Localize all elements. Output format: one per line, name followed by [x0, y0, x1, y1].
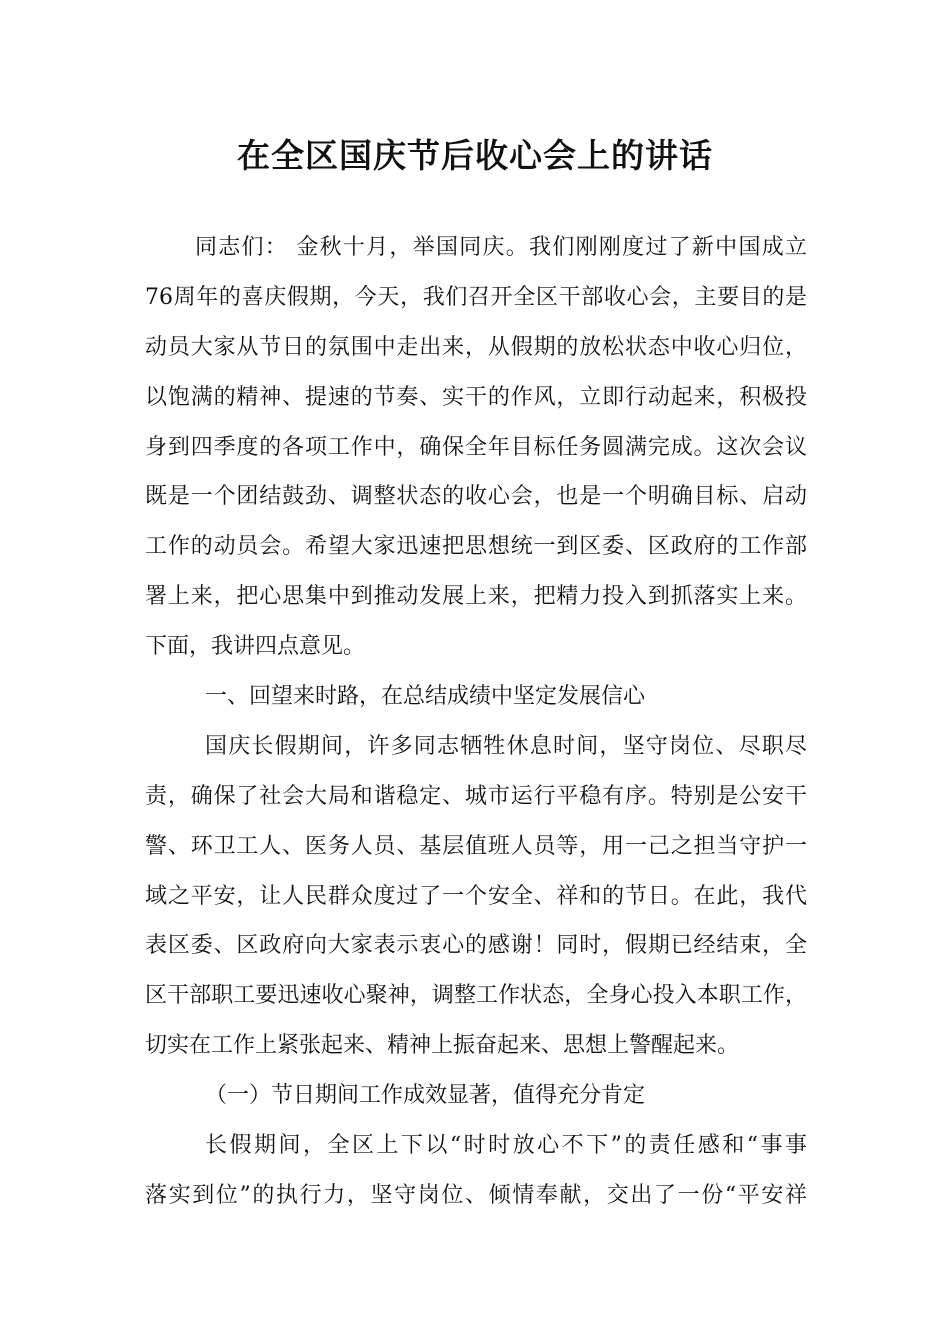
paragraph-line: 区干部职工要迅速收心聚神，调整工作状态，全身心投入本职工作，: [145, 983, 807, 1009]
document-body: [145, 223, 807, 1221]
paragraph-line: 同志们： 金秋十月，举国同庆。我们刚刚度过了新中国成立: [195, 235, 807, 260]
paragraph-line: 域之平安，让人民群众度过了一个安全、祥和的节日。在此，我代: [145, 883, 807, 909]
subsection-heading: （一）节日期间工作成效显著，值得充分肯定: [205, 1083, 646, 1109]
paragraph-line: 警、环卫工人、医务人员、基层值班人员等，用一己之担当守护一: [145, 833, 807, 859]
paragraph-line: 身到四季度的各项工作中，确保全年目标任务圆满完成。这次会议: [145, 434, 807, 460]
paragraph-line: 既是一个团结鼓劲、调整状态的收心会，也是一个明确目标、启动: [145, 484, 807, 510]
section-heading: 一、回望来时路，在总结成绩中坚定发展信心: [205, 684, 646, 710]
paragraph-line: 切实在工作上紧张起来、精神上振奋起来、思想上警醒起来。: [145, 1033, 740, 1059]
paragraph-line: 下面，我讲四点意见。: [145, 634, 366, 660]
paragraph-line: 署上来，把心思集中到推动发展上来，把精力投入到抓落实上来。: [145, 584, 807, 610]
paragraph-line: 责，确保了社会大局和谐稳定、城市运行平稳有序。特别是公安干: [145, 783, 807, 809]
paragraph-line: 表区委、区政府向大家表示衷心的感谢！同时，假期已经结束，全: [145, 933, 807, 959]
paragraph-line: 76周年的喜庆假期，今天，我们召开全区干部收心会，主要目的是: [145, 284, 807, 310]
paragraph-line: 工作的动员会。希望大家迅速把思想统一到区委、区政府的工作部: [145, 534, 807, 560]
document-title: 在全区国庆节后收心会上的讲话: [237, 136, 713, 175]
paragraph-line: 以饱满的精神、提速的节奏、实干的作风，立即行动起来，积极投: [145, 384, 807, 410]
paragraph-line: 落实到位”的执行力，坚守岗位、倾情奉献，交出了一份“平安祥: [145, 1182, 807, 1208]
paragraph-line: 国庆长假期间，许多同志牺牲休息时间，坚守岗位、尽职尽: [205, 733, 807, 759]
paragraph-line: 长假期间，全区上下以“时时放心不下”的责任感和“事事: [205, 1133, 807, 1159]
paragraph-line: 动员大家从节日的氛围中走出来，从假期的放松状态中收心归位，: [145, 334, 807, 360]
